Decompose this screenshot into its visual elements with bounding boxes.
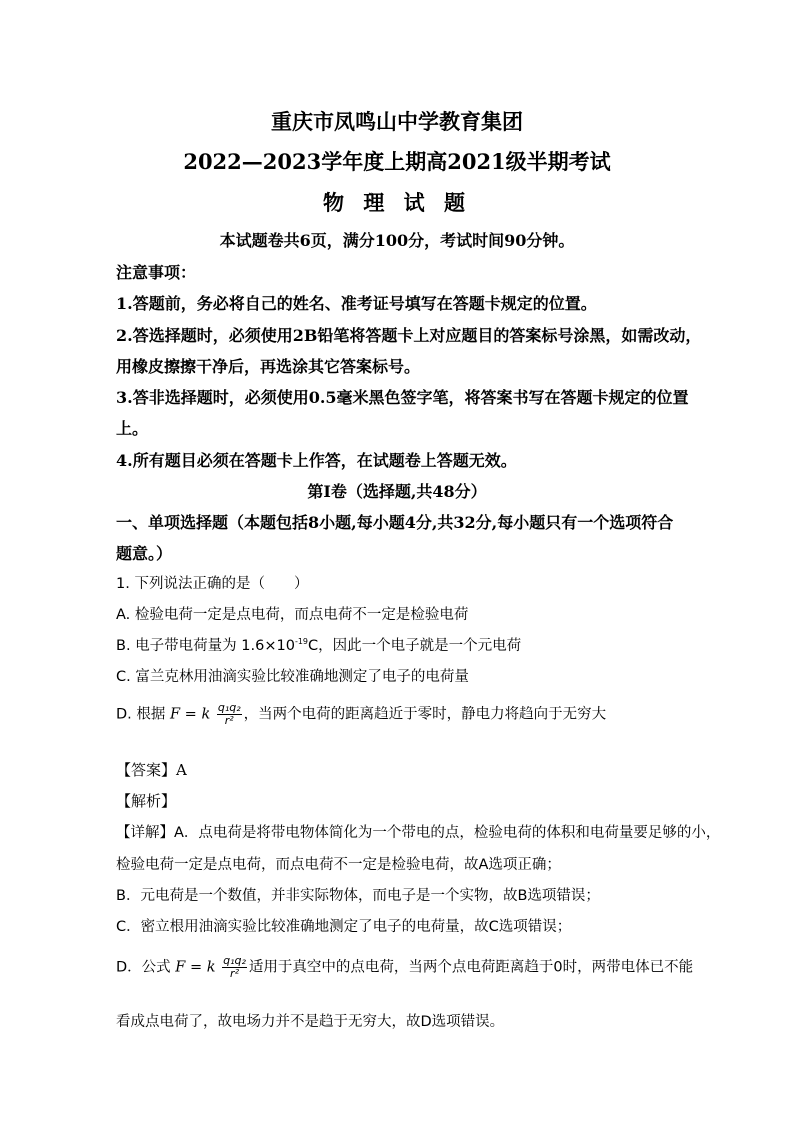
notice-item-1: 1.答题前，务必将自己的姓名、准考证号填写在答题卡规定的位置。 <box>116 294 597 313</box>
detail-line-1: 【详解】A．点电荷是将带电物体简化为一个带电的点，检验电荷的体积和电荷量要足够的小， <box>116 825 721 841</box>
option-b <box>116 634 521 655</box>
notice-item-2: 2.答选择题时，必须使用2B铅笔将答题卡上对应题目的答案标号涂黑，如需改动， <box>116 326 702 345</box>
subject-title: 物 理 试 题 <box>323 190 471 215</box>
part-heading-cont: 题意。） <box>116 544 173 563</box>
option-d <box>116 702 606 727</box>
notice-item-3: 3.答非选择题时，必须使用0.5毫米黑色签字笔，将答案书写在答题卡规定的位置 <box>116 388 689 407</box>
notice-item-3-cont: 上。 <box>116 419 149 438</box>
option-d-text-end: ，当两个电荷的距离趋近于零时，静电力将趋向于无穷大 <box>243 706 607 723</box>
option-d-text: D. 根据 <box>116 706 166 723</box>
detail-line-5-text: D．公式 <box>116 959 171 976</box>
option-c: C. 富兰克林用油滴实验比较准确地测定了电子的电荷量 <box>116 669 469 685</box>
detail-line-6: 看成点电荷了，故电场力并不是趋于无穷大，故D选项错误。 <box>116 1014 505 1030</box>
notice-item-2-cont: 用橡皮擦擦干净后，再选涂其它答案标号。 <box>116 357 421 376</box>
formula-k: k <box>201 706 211 723</box>
formula-denominator: r² <box>224 714 234 727</box>
answer-line <box>116 759 187 780</box>
formula2-fraction <box>222 955 247 980</box>
formula2-k: k <box>206 959 216 976</box>
detail-line-5-text-end: 适用于真空中的点电荷，当两个点电荷距离趋于0时，两带电体已不能 <box>248 959 694 976</box>
formula-eq: = <box>180 706 202 723</box>
option-b-exponent: -19 <box>294 637 309 647</box>
detail-line-3: B．元电荷是一个数值，并非实际物体，而电子是一个实物，故B选项错误； <box>116 888 600 904</box>
formula2-eq: = <box>185 959 207 976</box>
formula2-lhs: F <box>175 959 186 976</box>
school-title: 重庆市凤鸣山中学教育集团 <box>271 109 523 134</box>
question-stem: 1. 下列说法正确的是（ ） <box>116 576 309 592</box>
detail-line-5 <box>116 955 693 980</box>
notice-title: 注意事项： <box>116 263 197 282</box>
analysis-label: 【解析】 <box>116 792 177 810</box>
formula-fraction <box>217 702 242 727</box>
answer-label: 【答案】 <box>116 761 177 779</box>
detail-line-2: 检验电荷一定是点电荷，而点电荷不一定是检验电荷，故A选项正确； <box>116 857 561 873</box>
option-b-text: B. 电子带电荷量为 1.6×10 <box>116 638 295 654</box>
option-a: A. 检验电荷一定是点电荷，而点电荷不一定是检验电荷 <box>116 607 469 623</box>
detail-line-4: C．密立根用油滴实验比较准确地测定了电子的电荷量，故C选项错误； <box>116 919 572 935</box>
answer-value: A <box>176 761 187 779</box>
notice-item-4: 4.所有题目必须在答题卡上作答，在试题卷上答题无效。 <box>116 451 517 470</box>
exam-title: 2022—2023学年度上期高2021级半期考试 <box>183 149 611 174</box>
volume-heading: 第Ⅰ卷（选择题,共48分） <box>307 482 487 501</box>
formula2-denominator: r² <box>230 967 239 980</box>
formula-numerator: q₁q₂ <box>217 701 241 714</box>
option-b-text-end: C，因此一个电子就是一个元电荷 <box>308 638 522 654</box>
formula2-numerator: q₁q₂ <box>223 954 246 967</box>
part-heading: 一、单项选择题（本题包括8小题,每小题4分,共32分,每小题只有一个选项符合 <box>116 513 674 532</box>
exam-info: 本试题卷共6页，满分100分，考试时间90分钟。 <box>219 231 575 250</box>
formula-lhs: F <box>170 706 181 723</box>
